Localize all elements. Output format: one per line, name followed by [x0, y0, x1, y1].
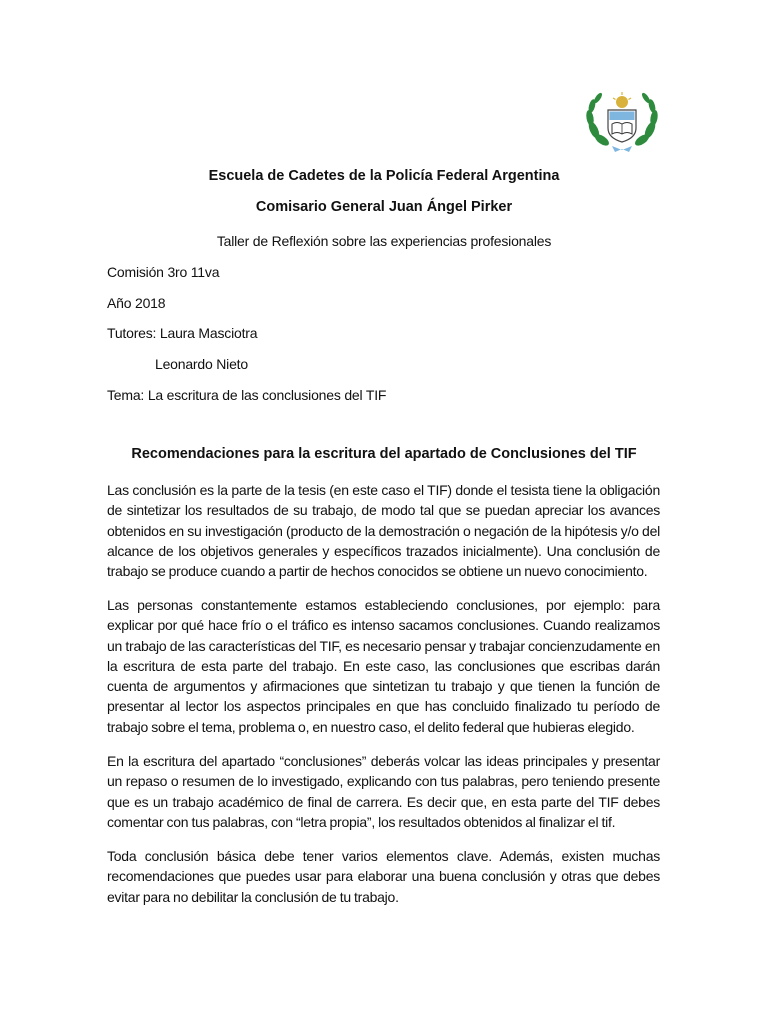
honoree-name: Comisario General Juan Ángel Pirker — [255, 199, 513, 215]
paragraph-2: Las personas constantemente estamos estableciendo conclusiones, por ejemplo: para explicar por qué hace frío o el tráfico es intenso sacamos conclusiones. Cuando realizamos un trabajo de las características del TIF, es necesario pensar y trabajar concienzudamente en la escritura de esta parte del trabajo. En este caso, las conclusiones que escribas darán cuenta de argumentos y afirmaciones que sintetizan tu trabajo y que tienen la función de presentar al lector los aspectos principales en que has concluido finalizado tu período de trabajo sobre el tema, problema o, en nuestro caso, el delito federal que hubieras elegido. — [107, 597, 660, 735]
paragraph-1: Las conclusión es la parte de la tesis (en este caso el TIF) donde el tesista tiene la obligación de sintetizar los resultados de su trabajo, de modo tal que se puedan apreciar los avances obtenidos en su investigación (producto de la demostración o negación de la hipótesis y/o del alcance de los objetivos generales y específicos trazados inicialmente). Una conclusión de trabajo se produce cuando a partir de hechos conocidos se obtiene un nuevo conocimiento. — [107, 482, 660, 580]
paragraph-3: En la escritura del apartado “conclusiones” deberás volcar las ideas principales y presentar un repaso o resumen de lo investigado, explicando con tus palabras, pero teniendo presente que es un trabajo académico de final de carrera. Es decir que, en esta parte del TIF debes comentar con tus palabras, con “letra propia”, los resultados obtenidos al finalizar el tif. — [107, 753, 660, 830]
year-line: Año 2018 — [107, 295, 166, 311]
tutor-second-line: Leonardo Nieto — [155, 356, 248, 372]
section-title: Recomendaciones para la escritura del apartado de Conclusiones del TIF — [131, 446, 637, 462]
comision-line: Comisión 3ro 11va — [107, 264, 220, 280]
school-emblem-icon — [582, 90, 662, 154]
topic-line: Tema: La escritura de las conclusiones del TIF — [107, 387, 387, 403]
workshop-title: Taller de Reflexión sobre las experiencias profesionales — [216, 233, 552, 249]
school-name: Escuela de Cadetes de la Policía Federal Argentina — [208, 168, 560, 184]
paragraph-4: Toda conclusión básica debe tener varios elementos clave. Además, existen muchas recomendaciones que puedes usar para elaborar una buena conclusión y otras que debes evitar para no debilitar la conclusión de tu trabajo. — [107, 848, 660, 905]
tutors-line: Tutores: Laura Masciotra — [107, 325, 258, 341]
